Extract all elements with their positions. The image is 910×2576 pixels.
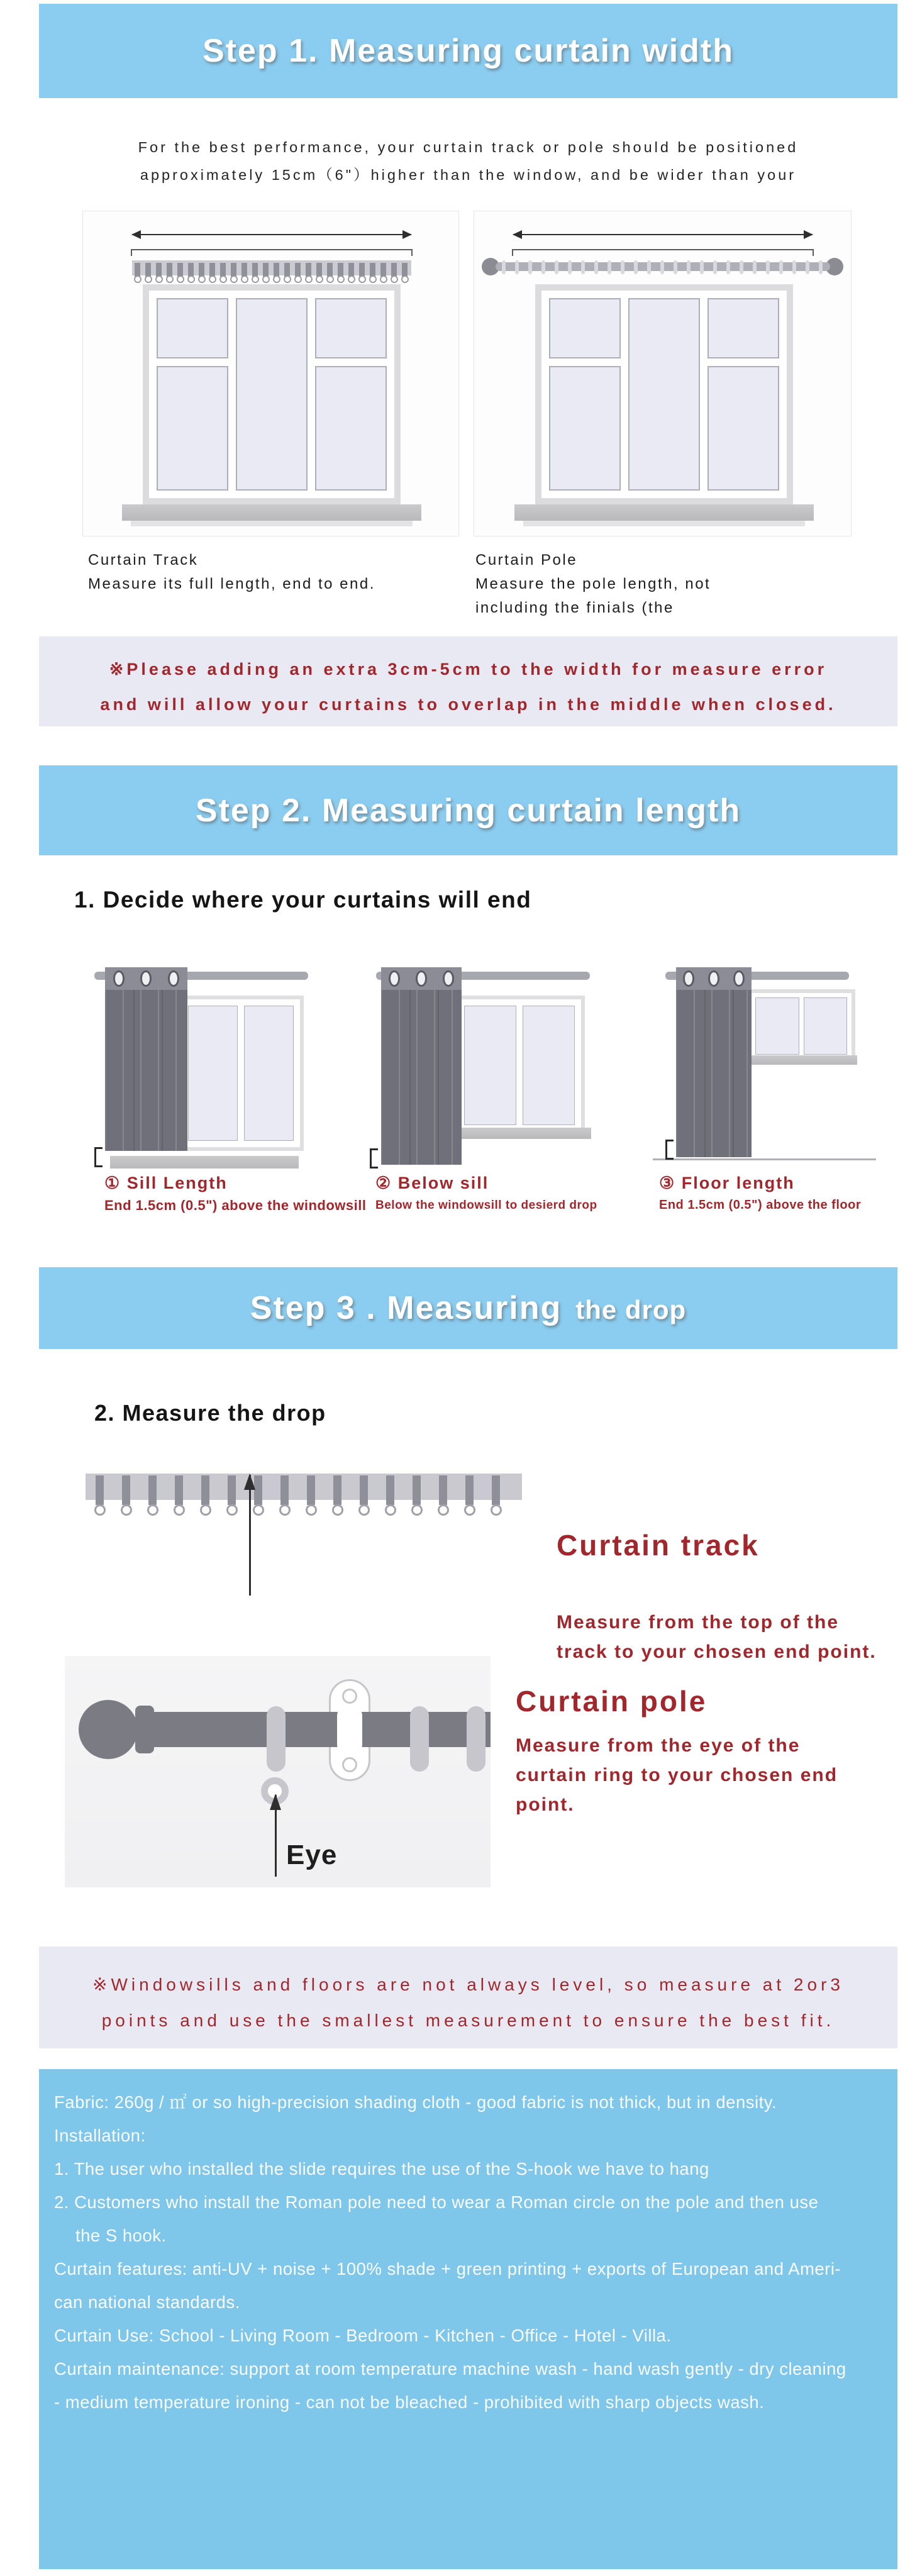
grommet-icon [708,970,719,987]
hook-icon [307,1475,315,1505]
ring-icon [660,260,664,274]
window-pane [628,298,700,491]
ring-icon [608,260,611,274]
option1-title: ① Sill Length [104,1174,228,1192]
ring-icon [766,260,770,274]
ring-icon [515,260,519,274]
curtain-ring-icon [267,1706,286,1772]
step3-banner-title: Step 3 . Measuring the drop [250,1290,687,1326]
window-col-mid [628,298,700,491]
measure-extent-line [512,249,814,250]
drop-pole-desc1: Measure from the eye of the [516,1735,801,1756]
illo3-floor-line [653,1158,876,1160]
hook-icon [370,263,375,277]
window-col-left [549,298,621,491]
illo2-window-frame [458,999,581,1131]
detail-line: 1. The user who installed the slide requires the use of the S-hook we have to hang [54,2159,709,2179]
detail-line: 2. Customers who install the Roman pole need to wear a Roman circle on the pole and then use [54,2192,819,2212]
ring-icon [806,260,809,274]
detail-line: Fabric: 260g / ㎡ or so high-precision shading cloth - good fabric is not thick, but in density. [54,2092,777,2112]
ring-icon [713,260,717,274]
curtain-ring-icon [410,1706,429,1772]
intro-line-1: For the best performance, your curtain track or pole should be positioned [138,139,799,155]
pole-caption [475,548,711,620]
illo2-curtain [381,967,462,1165]
step2-banner [39,765,897,855]
level-notice-line2: points and use the smallest measurement to ensure the best fit. [101,2011,835,2030]
illo2-gap-bracket [370,1148,378,1169]
ring-icon [792,260,796,274]
ring-icon [581,260,585,274]
ring-icon [621,260,624,274]
hook-icon [280,1475,289,1505]
option2-title: ② Below sill [375,1174,489,1192]
ring-icon [502,260,506,274]
pole-caption-title: Curtain Pole [475,552,578,569]
window-graphic [535,284,793,504]
illo3-window-frame [751,993,852,1059]
detail-line: - medium temperature ironing - can not be bleached - prohibited with sharp objects wash. [54,2392,765,2412]
drop-pole-graphic [65,1656,491,1887]
hook-icon [338,263,343,277]
ring-icon [687,260,691,274]
windowsill-graphic [514,504,814,521]
option3-title: ③ Floor length [659,1174,795,1192]
drop-track-title: Curtain track [557,1529,760,1562]
hook-icon [263,263,269,277]
hook-icon [145,263,151,277]
hook-icon [274,263,279,277]
step3-heading: 2. Measure the drop [94,1400,326,1426]
width-notice-line1: ※Please adding an extra 3cm-5cm to the width for measure error [109,660,828,679]
detail-line: Installation: [54,2126,146,2145]
hook-icon [327,263,333,277]
window-graphic [143,284,401,504]
detail-line: Curtain Use: School - Living Room - Bedroom - Kitchen - Office - Hotel - Villa. [54,2326,672,2345]
hook-icon [252,263,258,277]
window-pane [523,1006,575,1125]
grommet-icon [389,970,400,987]
measure-extent-line [131,249,413,250]
pole-rings [502,260,832,274]
ring-icon [740,260,743,274]
step2-heading: 1. Decide where your curtains will end [74,887,532,913]
windowsill-shadow [523,521,805,526]
drop-pole-desc2: curtain ring to your chosen end [516,1765,838,1785]
ring-icon [726,260,730,274]
window-pane [549,366,621,491]
illo1-window [178,996,304,1151]
width-arrow-icon [513,234,813,235]
illo3-sill [741,1055,857,1065]
track-caption-desc: Measure its full length, end to end. [88,575,375,592]
window-pane [804,997,848,1055]
curtain-track-card [82,211,459,536]
intro-line-2: approximately 15cm（6"）higher than the window, and be wider than your [140,167,797,183]
drop-pole-desc3: point. [516,1794,575,1815]
detail-line: the S hook. [75,2226,167,2245]
hook-icon [231,263,236,277]
finial-ball-icon [79,1700,138,1759]
curtain-pole-card [474,211,852,536]
ring-icon [568,260,572,274]
track-caption [88,548,375,596]
windowsill-shadow [131,521,413,526]
window-pane [315,298,387,358]
ring-icon [541,260,545,274]
width-notice [39,636,897,726]
hook-icon [333,1475,341,1505]
window-pane [707,366,779,491]
hook-icon [306,263,311,277]
ring-icon [555,260,558,274]
hook-icon [188,263,194,277]
step1-banner [39,4,897,98]
illo3-curtain [676,967,752,1157]
drop-track-desc1: Measure from the top of the [557,1612,840,1633]
windowsill-graphic [122,504,421,521]
grommet-strip [105,967,187,990]
detail-line: Curtain features: anti-UV + noise + 100% shade + green printing + exports of European and Ameri- [54,2259,841,2279]
ring-icon [753,260,757,274]
window-frame [149,291,394,498]
window-col-right [315,298,387,491]
hook-icon [220,263,226,277]
step3-banner [39,1267,897,1349]
window-pane [549,298,621,358]
hook-icon [295,263,301,277]
bracket-screw-icon [342,1689,357,1704]
hook-icon [241,263,247,277]
drop-measure-arrow-icon [249,1475,251,1596]
finial-neck [135,1706,154,1753]
hook-icon [156,263,162,277]
window-frame [541,291,787,498]
drop-track-hooks [96,1475,518,1505]
illo2-sill [440,1128,591,1139]
window-pane [315,366,387,491]
window-pane [236,298,308,491]
illo1-sill [110,1156,299,1169]
level-notice [39,1946,897,2048]
hook-icon [284,263,290,277]
hook-icon [360,1475,368,1505]
window-col-left [157,298,228,491]
grommet-icon [168,970,179,987]
pole-caption-desc1: Measure the pole length, not [475,575,711,592]
illo1-gap-bracket [94,1147,103,1167]
window-pane [188,1006,238,1141]
ring-icon [528,260,532,274]
hook-icon [201,1475,209,1505]
window-pane [464,1006,516,1125]
width-arrow-icon [132,234,411,235]
hook-icon [391,263,397,277]
hook-icon [209,263,215,277]
grommet-icon [733,970,745,987]
step1-intro [39,133,897,189]
window-pane [157,298,228,358]
detail-line: Curtain maintenance: support at room temperature machine wash - hand wash gently - dry cleaning [54,2359,846,2379]
drop-pole-title: Curtain pole [516,1685,707,1718]
ring-icon [674,260,677,274]
hook-icon [96,1475,104,1505]
bracket-slot [337,1706,362,1755]
eye-arrow-icon [275,1795,277,1877]
window-pane [157,366,228,491]
ring-icon [594,260,598,274]
illo2-window [454,996,585,1135]
illo1-curtain [105,967,187,1151]
product-details-panel [39,2069,897,2569]
option3-desc: End 1.5cm (0.5") above the floor [659,1198,862,1212]
window-col-mid [236,298,308,491]
hook-icon [359,263,365,277]
track-caption-title: Curtain Track [88,552,199,569]
grommet-icon [443,970,454,987]
pole-bar [151,1712,491,1747]
hook-icon [439,1475,447,1505]
pole-caption-desc2: including the finials (the [475,599,674,616]
window-pane [707,298,779,358]
drop-track-desc [557,1607,877,1667]
hook-icon [402,263,408,277]
drop-pole-desc [516,1731,838,1819]
illo1-window-frame [182,999,300,1147]
track-hooks [135,263,413,277]
hook-icon [348,263,354,277]
hook-icon [380,263,386,277]
hook-icon [167,263,172,277]
window-pane [244,1006,294,1141]
hook-icon [148,1475,157,1505]
bracket-screw-icon [342,1757,357,1772]
option2-desc: Below the windowsill to desierd drop [375,1199,597,1212]
grommet-icon [140,970,152,987]
ring-icon [700,260,704,274]
hook-icon [316,263,322,277]
hook-icon [177,263,183,277]
option1-desc: End 1.5cm (0.5") above the windowsill [104,1197,367,1213]
eye-label: Eye [286,1840,338,1870]
drop-track-desc2: track to your chosen end point. [557,1641,877,1662]
level-notice-line1: ※Windowsills and floors are not always level, so measure at 2or3 [92,1975,844,1994]
grommet-icon [416,970,427,987]
ring-icon [647,260,651,274]
ring-icon [634,260,638,274]
hook-icon [175,1475,183,1505]
hook-icon [386,1475,394,1505]
step2-banner-title: Step 2. Measuring curtain length [195,792,741,829]
illo3-gap-bracket [665,1140,674,1160]
illo3-window [747,989,855,1063]
grommet-icon [113,970,125,987]
hook-icon [199,263,204,277]
step1-banner-title: Step 1. Measuring curtain width [203,33,734,69]
grommet-strip [381,967,462,990]
curtain-ring-icon [467,1706,486,1772]
hook-icon [413,1475,421,1505]
window-pane [755,997,799,1055]
hook-icon [135,263,140,277]
hook-icon [492,1475,500,1505]
ring-icon [779,260,783,274]
width-notice-line2: and will allow your curtains to overlap in the middle when closed. [100,695,836,714]
grommet-strip [676,967,752,990]
hook-icon [122,1475,130,1505]
hook-icon [465,1475,474,1505]
grommet-icon [683,970,694,987]
detail-line: can national standards. [54,2292,240,2312]
window-col-right [707,298,779,491]
hook-icon [228,1475,236,1505]
ring-icon [819,260,823,274]
